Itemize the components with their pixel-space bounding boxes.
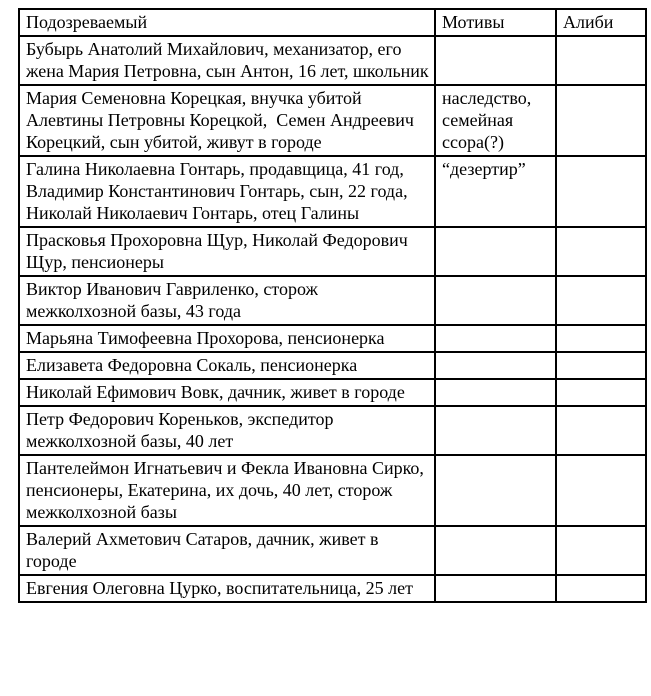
table-row (19, 227, 646, 276)
suspect-cell: Прасковья Прохоровна Щур, Николай Федорович Щур, пенсионеры (19, 227, 435, 276)
motive-cell (435, 352, 556, 379)
table-row (19, 36, 646, 85)
table-row (19, 85, 646, 156)
table-body (19, 36, 646, 602)
motive-cell: “дезертир” (435, 156, 556, 227)
alibi-cell (556, 352, 646, 379)
motive-cell (435, 379, 556, 406)
header-row (19, 9, 646, 36)
alibi-cell (556, 406, 646, 455)
alibi-cell (556, 36, 646, 85)
suspect-cell: Марьяна Тимофеевна Прохорова, пенсионерка (19, 325, 435, 352)
alibi-cell (556, 156, 646, 227)
suspect-cell: Галина Николаевна Гонтарь, продавщица, 41 год, Владимир Константинович Гонтарь, сын, 22 года, Николай Николаевич Гонтарь, отец Галины (19, 156, 435, 227)
suspect-cell: Виктор Иванович Гавриленко, сторож межколхозной базы, 43 года (19, 276, 435, 325)
suspect-cell: Бубырь Анатолий Михайлович, механизатор, его жена Мария Петровна, сын Антон, 16 лет, школьник (19, 36, 435, 85)
alibi-cell (556, 575, 646, 602)
alibi-cell (556, 379, 646, 406)
suspects-table (18, 8, 647, 603)
table-row (19, 379, 646, 406)
table-row (19, 156, 646, 227)
motive-cell (435, 36, 556, 85)
table-row (19, 575, 646, 602)
motive-cell: наследство, семейная ссора(?) (435, 85, 556, 156)
table-row (19, 276, 646, 325)
column-header-motive: Мотивы (435, 9, 556, 36)
suspect-cell: Евгения Олеговна Цурко, воспитательница, 25 лет (19, 575, 435, 602)
alibi-cell (556, 85, 646, 156)
suspect-cell: Валерий Ахметович Сатаров, дачник, живет в городе (19, 526, 435, 575)
alibi-cell (556, 526, 646, 575)
column-header-alibi: Алиби (556, 9, 646, 36)
alibi-cell (556, 276, 646, 325)
alibi-cell (556, 325, 646, 352)
motive-cell (435, 575, 556, 602)
table-row (19, 455, 646, 526)
motive-cell (435, 455, 556, 526)
suspect-cell: Петр Федорович Кореньков, экспедитор межколхозной базы, 40 лет (19, 406, 435, 455)
alibi-cell (556, 227, 646, 276)
table-row (19, 325, 646, 352)
table-row (19, 526, 646, 575)
motive-cell (435, 526, 556, 575)
column-header-suspect: Подозреваемый (19, 9, 435, 36)
suspect-cell: Елизавета Федоровна Сокаль, пенсионерка (19, 352, 435, 379)
suspect-cell: Николай Ефимович Вовк, дачник, живет в городе (19, 379, 435, 406)
alibi-cell (556, 455, 646, 526)
table-row (19, 352, 646, 379)
suspect-cell: Пантелеймон Игнатьевич и Фекла Ивановна Сирко, пенсионеры, Екатерина, их дочь, 40 лет, сторож межколхозной базы (19, 455, 435, 526)
suspect-cell: Мария Семеновна Корецкая, внучка убитой Алевтины Петровны Корецкой, Семен Андреевич Корецкий, сын убитой, живут в городе (19, 85, 435, 156)
table-row (19, 406, 646, 455)
motive-cell (435, 276, 556, 325)
motive-cell (435, 227, 556, 276)
motive-cell (435, 325, 556, 352)
motive-cell (435, 406, 556, 455)
